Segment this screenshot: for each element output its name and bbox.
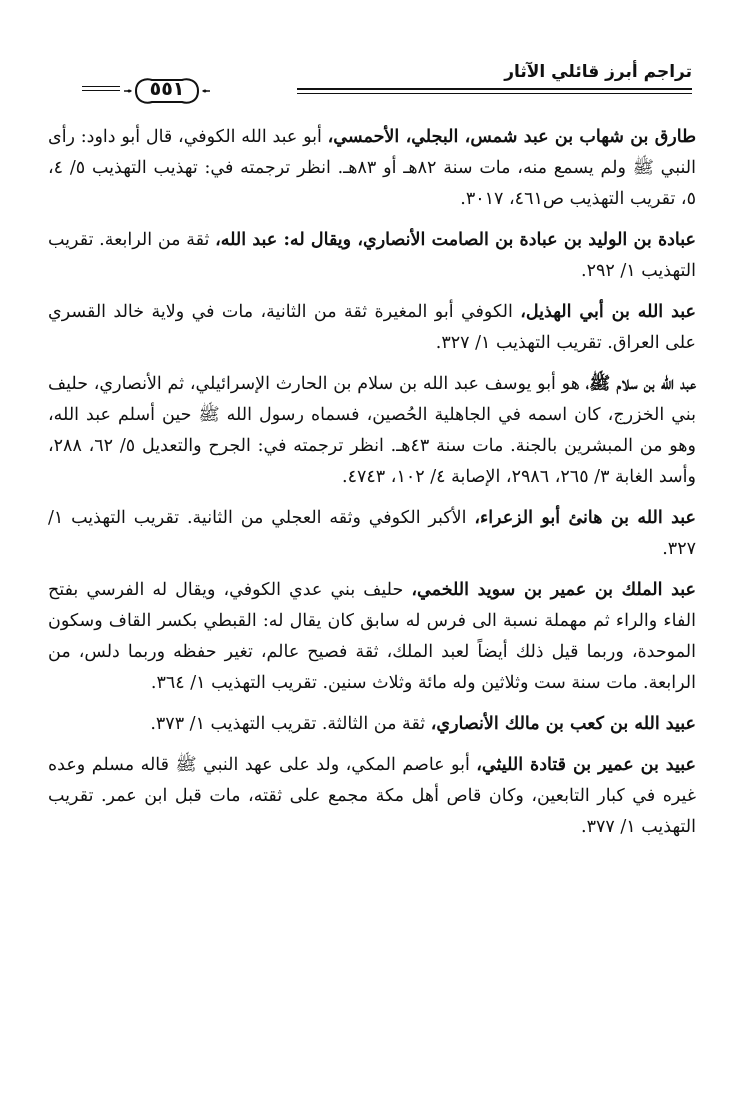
entry-text: هو أبو يوسف عبد الله بن سلام بن الحارث الإسرائيلي، ثم الأنصاري، حليف بني الخزرج، كان اسمه في الجاهلية الحُصين، فسماه رسول الله ﷺ حين أسلم عبد الله، وهو من المبشرين بالجنة. مات سنة ٤٣هـ. انظر ترجمته في: الجرح والتعديل ٥/ ٦٢، ٢٨٨، وأسد الغابة ٣/ ٢٦٥، ٢٩٨٦، الإصابة ٤/ ١٠٢، ٤٧٤٣. <box>48 374 696 487</box>
entry-name: عبيد الله بن كعب بن مالك الأنصاري، <box>430 714 696 734</box>
entry-name: طارق بن شهاب بن عبد شمس، البجلي، الأحمسي، <box>327 127 696 147</box>
biography-entry <box>48 297 696 359</box>
entry-text: ثقة من الثالثة. تقريب التهذيب ١/ ٣٧٣. <box>150 714 431 734</box>
entry-name: عبادة بن الوليد بن عبادة بن الصامت الأنصاري، ويقال له: عبد الله، <box>215 230 696 250</box>
entry-name: عبد الله بن هانئ أبو الزعراء، <box>474 508 696 528</box>
entry-text: الكوفي أبو المغيرة ثقة من الثانية، مات في ولاية خالد القسري على العراق. تقريب التهذيب ١/ ٣٢٧. <box>48 302 696 353</box>
page-header <box>82 58 692 118</box>
header-rule-thin <box>297 93 692 94</box>
biography-entry <box>48 369 696 493</box>
page-number: ٥٥١ <box>149 78 185 100</box>
biography-entry <box>48 503 696 565</box>
biography-entry <box>48 575 696 699</box>
entry-name: عبد الملك بن عمير بن سويد اللخمي، <box>411 580 696 600</box>
entry-name: عبد الله بن سلام ﷺ، <box>585 374 696 394</box>
header-rule <box>297 88 692 90</box>
entry-text: الأكبر الكوفي وثقه العجلي من الثانية. تقريب التهذيب ١/ ٣٢٧. <box>48 508 696 559</box>
entry-text: أبو عاصم المكي، ولد على عهد النبي ﷺ قاله مسلم وعده غيره في كبار التابعين، وكان قاص أهل مكة مجمع على ثقته، مات قبل ابن عمر. تقريب التهذيب ١/ ٣٧٧. <box>48 755 696 837</box>
biography-entry <box>48 122 696 215</box>
biography-entry <box>48 709 696 740</box>
entry-name: عبد الله بن أبي الهذيل، <box>520 302 696 322</box>
entry-text: حليف بني عدي الكوفي، ويقال له الفرسي بفتح الفاء والراء ثم مهملة نسبة الى فرس له سابق كان يقال له: القبطي بكسر القاف وسكون الموحدة، وربما قيل ذلك أيضاً لعبد الملك، ثقة فصيح عالم، تغير حفظه وربما دلس، من الرابعة. مات سنة ست وثلاثين وله مائة وثلاث سنين. تقريب التهذيب ١/ ٣٦٤. <box>48 580 696 693</box>
page-body <box>48 122 696 853</box>
page-number-ornament <box>122 74 212 108</box>
header-rule-left <box>82 86 120 94</box>
entry-name: عبيد بن عمير بن قتادة الليثي، <box>476 755 696 775</box>
entry-text: أبو عبد الله الكوفي، قال أبو داود: رأى النبي ﷺ ولم يسمع منه، مات سنة ٨٢هـ أو ٨٣هـ. انظر ترجمته في: تهذيب التهذيب ٥/ ٤، ٥، تقريب التهذيب ص٤٦١، ٣٠١٧. <box>48 127 696 209</box>
running-title: تراجم أبرز قائلي الآثار <box>504 62 692 82</box>
biography-entry <box>48 750 696 843</box>
entry-text: ثقة من الرابعة. تقريب التهذيب ١/ ٢٩٢. <box>48 230 696 281</box>
biography-entry <box>48 225 696 287</box>
